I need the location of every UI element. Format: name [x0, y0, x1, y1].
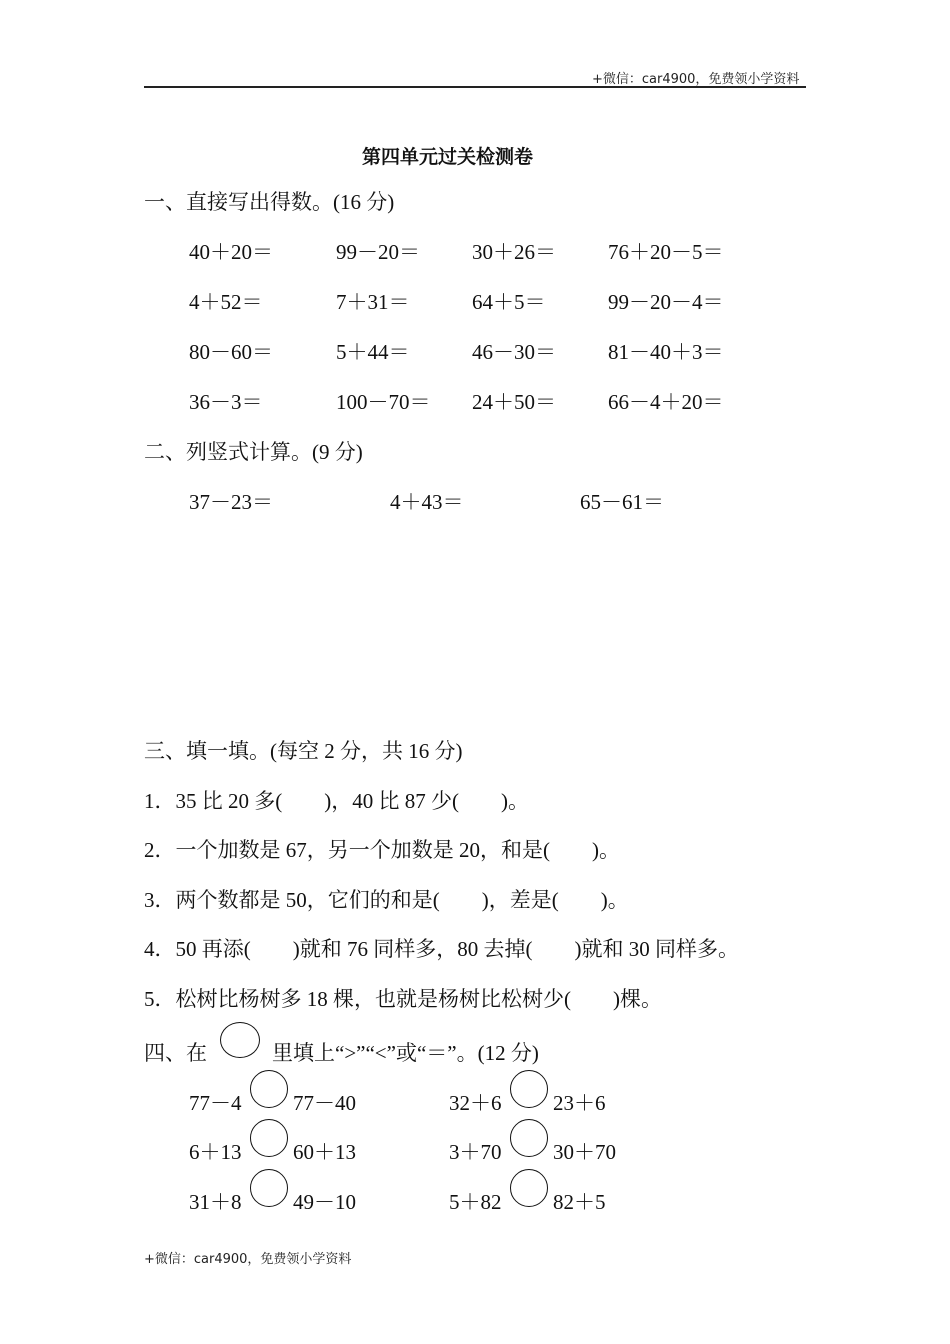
- vertical-calc-item: 4＋43＝: [390, 490, 464, 514]
- exercise: 36－3＝: [189, 390, 263, 414]
- compare-right: 82＋5: [553, 1190, 606, 1214]
- exercise: 76＋20－5＝: [608, 240, 724, 264]
- compare-circle[interactable]: [510, 1070, 548, 1108]
- exercise: 46－30＝: [472, 340, 556, 364]
- compare-left: 32＋6: [449, 1091, 502, 1115]
- section3-heading: 三、填一填。(每空 2 分，共 16 分): [144, 739, 463, 763]
- answer-circle-icon: [220, 1022, 260, 1058]
- exercise: 30＋26＝: [472, 240, 556, 264]
- exercise: 80－60＝: [189, 340, 273, 364]
- compare-right: 77－40: [293, 1091, 356, 1115]
- compare-circle[interactable]: [250, 1119, 288, 1157]
- exercise: 5＋44＝: [336, 340, 410, 364]
- section4-heading-prefix: 四、在: [144, 1041, 207, 1065]
- compare-circle[interactable]: [510, 1119, 548, 1157]
- exercise: 100－70＝: [336, 390, 431, 414]
- compare-circle[interactable]: [250, 1169, 288, 1207]
- section2-heading: 二、列竖式计算。(9 分): [144, 440, 363, 464]
- compare-circle[interactable]: [510, 1169, 548, 1207]
- page-title: 第四单元过关检测卷: [362, 146, 534, 168]
- exercise: 81－40＋3＝: [608, 340, 724, 364]
- section1-heading: 一、直接写出得数。(16 分): [144, 190, 395, 214]
- vertical-calc-item: 65－61＝: [580, 490, 664, 514]
- compare-right: 49－10: [293, 1190, 356, 1214]
- exercise: 99－20＝: [336, 240, 420, 264]
- exercise: 24＋50＝: [472, 390, 556, 414]
- fill-item: 3．两个数都是 50，它们的和是( )，差是( )。: [144, 888, 629, 912]
- exercise: 7＋31＝: [336, 290, 410, 314]
- compare-left: 31＋8: [189, 1190, 242, 1214]
- exercise: 4＋52＝: [189, 290, 263, 314]
- compare-circle[interactable]: [250, 1070, 288, 1108]
- header-rule: [144, 86, 806, 88]
- fill-item: 2．一个加数是 67，另一个加数是 20，和是( )。: [144, 838, 620, 862]
- footer-watermark: +微信：car4900，免费领小学资料: [144, 1252, 352, 1267]
- compare-left: 5＋82: [449, 1190, 502, 1214]
- compare-right: 23＋6: [553, 1091, 606, 1115]
- exercise: 66－4＋20＝: [608, 390, 724, 414]
- fill-item: 5．松树比杨树多 18 棵，也就是杨树比松树少( )棵。: [144, 987, 662, 1011]
- compare-left: 6＋13: [189, 1140, 242, 1164]
- exercise: 64＋5＝: [472, 290, 546, 314]
- header-watermark: +微信：car4900，免费领小学资料: [592, 72, 800, 87]
- compare-left: 3＋70: [449, 1140, 502, 1164]
- section4-heading-suffix: 里填上“>”“<”或“＝”。(12 分): [272, 1041, 539, 1065]
- exercise: 99－20－4＝: [608, 290, 724, 314]
- fill-item: 4．50 再添( )就和 76 同样多，80 去掉( )就和 30 同样多。: [144, 937, 739, 961]
- exercise: 40＋20＝: [189, 240, 273, 264]
- compare-right: 30＋70: [553, 1140, 616, 1164]
- fill-item: 1．35 比 20 多( )，40 比 87 少( )。: [144, 789, 529, 813]
- compare-left: 77－4: [189, 1091, 242, 1115]
- compare-right: 60＋13: [293, 1140, 356, 1164]
- vertical-calc-item: 37－23＝: [189, 490, 273, 514]
